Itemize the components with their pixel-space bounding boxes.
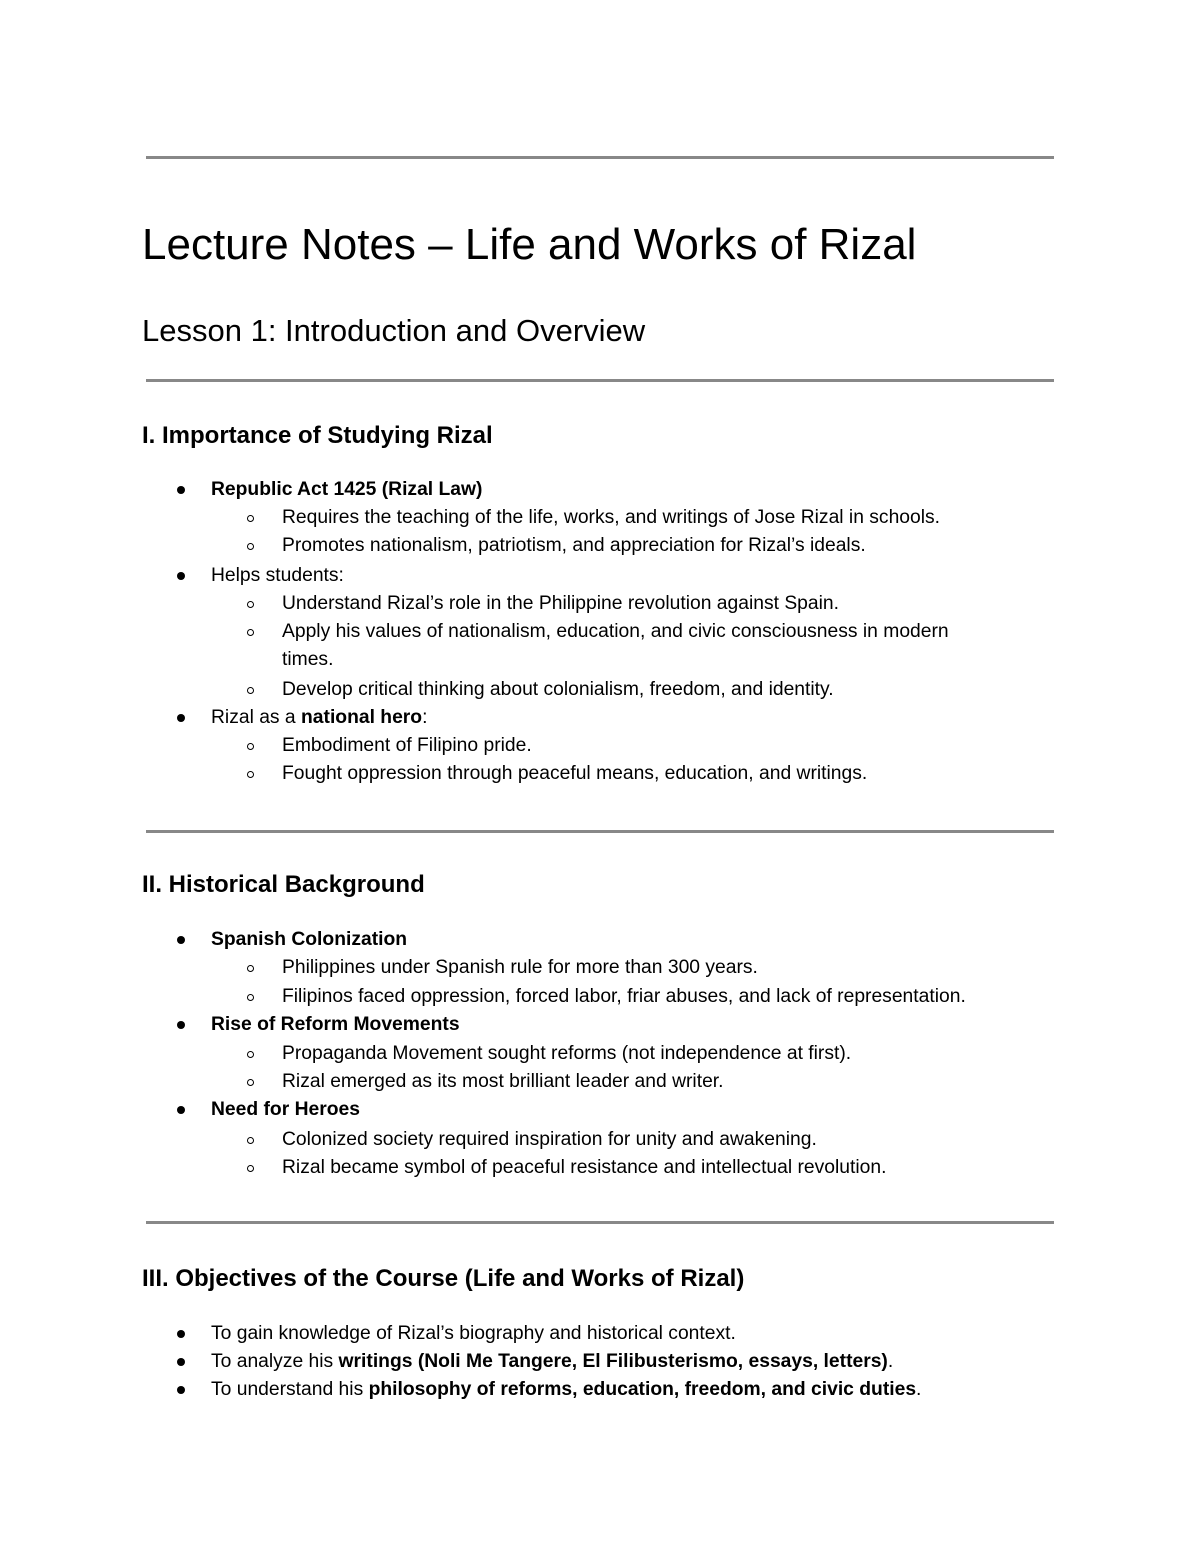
sub-list-item: Understand Rizal’s role in the Philippine revolution against Spain. xyxy=(282,593,839,614)
sub-bullet-icon xyxy=(247,515,254,522)
sub-list-item-continuation: times. xyxy=(282,649,334,670)
bullet-icon xyxy=(177,1106,185,1114)
sub-bullet-icon xyxy=(247,1051,254,1058)
sub-list-item: Rizal became symbol of peaceful resistance and intellectual revolution. xyxy=(282,1157,887,1178)
sub-list-item: Promotes nationalism, patriotism, and appreciation for Rizal’s ideals. xyxy=(282,535,866,556)
sub-list-item: Propaganda Movement sought reforms (not independence at first). xyxy=(282,1043,852,1064)
horizontal-rule xyxy=(146,379,1054,382)
section-heading: I. Importance of Studying Rizal xyxy=(142,422,493,449)
horizontal-rule xyxy=(146,830,1054,833)
list-item: Rizal as a national hero: xyxy=(211,707,428,728)
list-item: Helps students: xyxy=(211,565,344,586)
document-title: Lecture Notes – Life and Works of Rizal xyxy=(142,220,917,269)
sub-list-item: Develop critical thinking about colonialism, freedom, and identity. xyxy=(282,679,834,700)
bullet-icon xyxy=(177,936,185,944)
sub-list-item: Embodiment of Filipino pride. xyxy=(282,735,532,756)
list-item: Spanish Colonization xyxy=(211,929,408,950)
sub-list-item: Philippines under Spanish rule for more than 300 years. xyxy=(282,957,758,978)
list-item: To understand his philosophy of reforms, education, freedom, and civic duties. xyxy=(211,1379,922,1400)
list-item: Republic Act 1425 (Rizal Law) xyxy=(211,479,483,500)
lesson-title: Lesson 1: Introduction and Overview xyxy=(142,313,646,348)
bullet-icon xyxy=(177,1386,185,1394)
sub-bullet-icon xyxy=(247,994,254,1001)
horizontal-rule xyxy=(146,1221,1054,1224)
bullet-icon xyxy=(177,714,185,722)
bullet-icon xyxy=(177,572,185,580)
section-heading: III. Objectives of the Course (Life and Works of Rizal) xyxy=(142,1265,745,1292)
bullet-icon xyxy=(177,1021,185,1029)
sub-bullet-icon xyxy=(247,601,254,608)
section-heading: II. Historical Background xyxy=(142,871,425,898)
bullet-icon xyxy=(177,486,185,494)
horizontal-rule xyxy=(146,156,1054,159)
sub-bullet-icon xyxy=(247,771,254,778)
list-item: To analyze his writings (Noli Me Tangere, El Filibusterismo, essays, letters). xyxy=(211,1351,894,1372)
sub-list-item: Filipinos faced oppression, forced labor, friar abuses, and lack of representation. xyxy=(282,986,966,1007)
list-item: Rise of Reform Movements xyxy=(211,1014,460,1035)
sub-bullet-icon xyxy=(247,1137,254,1144)
sub-list-item: Apply his values of nationalism, education, and civic consciousness in modern xyxy=(282,621,949,642)
list-item: Need for Heroes xyxy=(211,1099,360,1120)
sub-bullet-icon xyxy=(247,687,254,694)
sub-list-item: Requires the teaching of the life, works, and writings of Jose Rizal in schools. xyxy=(282,507,941,528)
list-item: To gain knowledge of Rizal’s biography and historical context. xyxy=(211,1323,736,1344)
sub-bullet-icon xyxy=(247,965,254,972)
sub-list-item: Rizal emerged as its most brilliant leader and writer. xyxy=(282,1071,724,1092)
sub-bullet-icon xyxy=(247,629,254,636)
sub-bullet-icon xyxy=(247,543,254,550)
sub-bullet-icon xyxy=(247,1165,254,1172)
bullet-icon xyxy=(177,1358,185,1366)
sub-list-item: Colonized society required inspiration for unity and awakening. xyxy=(282,1129,817,1150)
sub-list-item: Fought oppression through peaceful means, education, and writings. xyxy=(282,763,868,784)
bullet-icon xyxy=(177,1330,185,1338)
sub-bullet-icon xyxy=(247,1079,254,1086)
sub-bullet-icon xyxy=(247,743,254,750)
